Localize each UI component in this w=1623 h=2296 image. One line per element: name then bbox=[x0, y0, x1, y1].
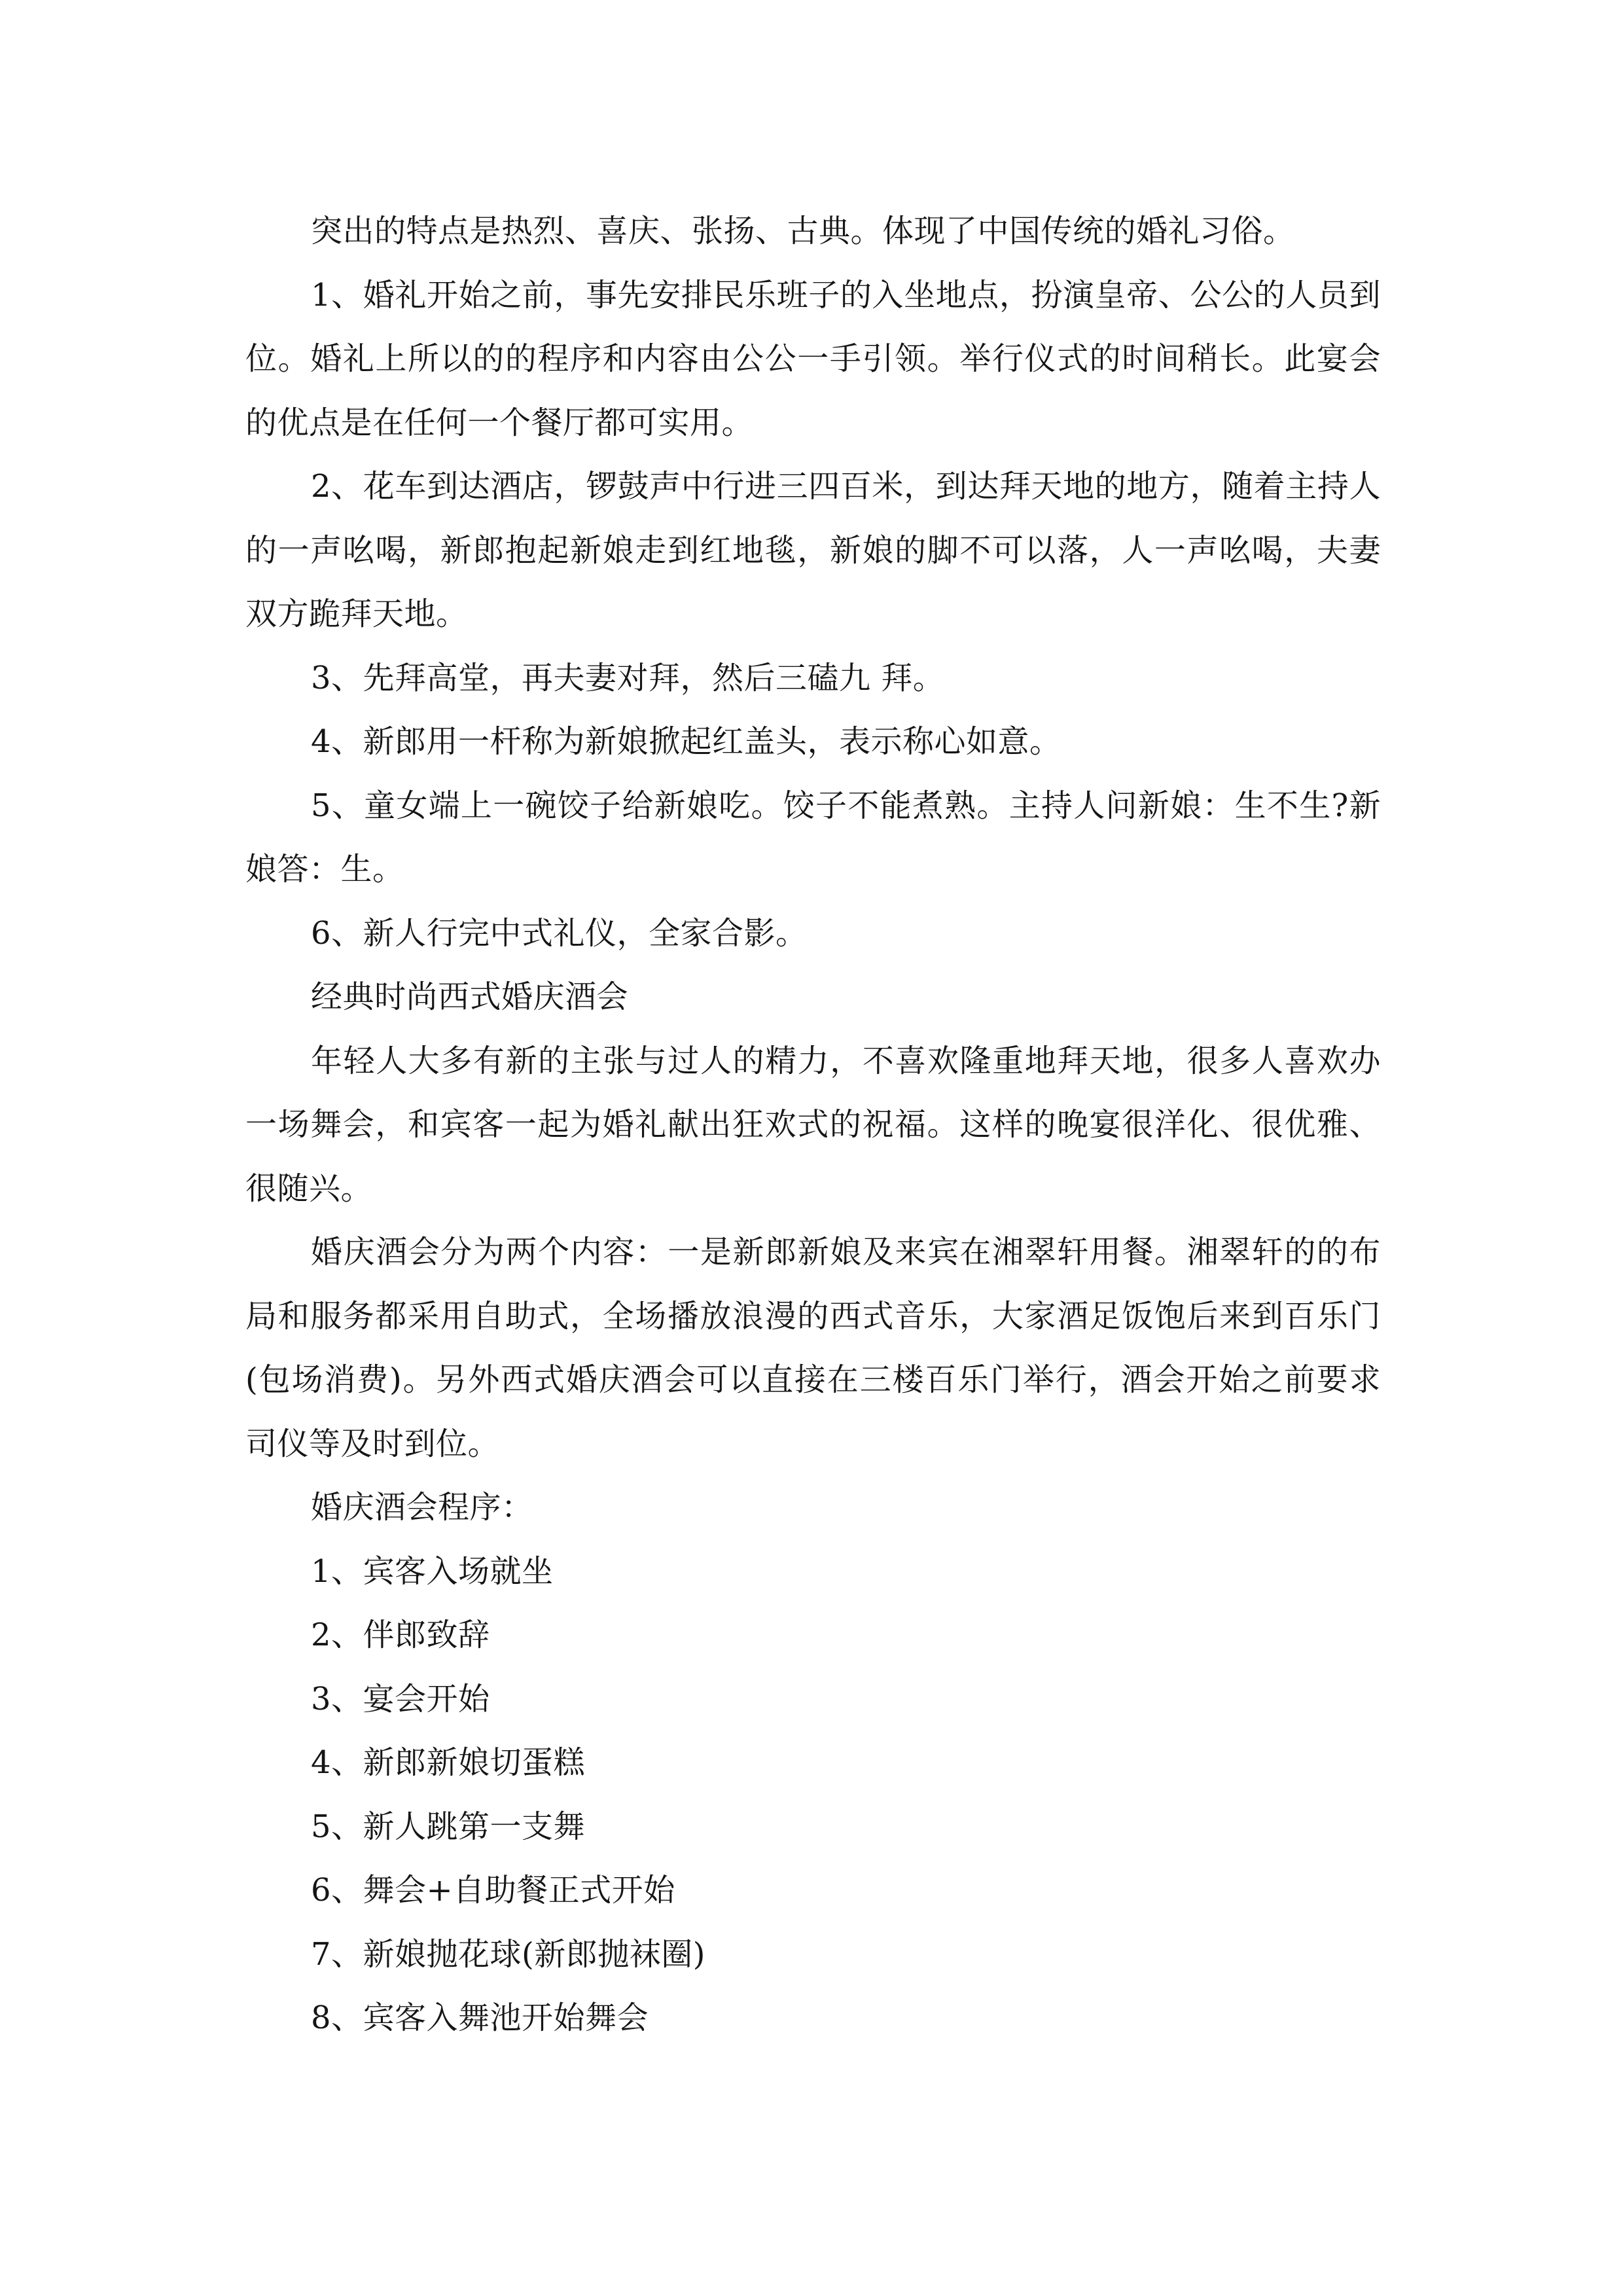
paragraph-step-6: 6、新人行完中式礼仪，全家合影。 bbox=[311, 914, 808, 952]
paragraph-step-2: 2、花车到达酒店，锣鼓声中行进三四百米，到达拜天地的地方，随着主持人的一声吆喝，新郎抱起新娘走到红地毯，新娘的脚不可以落，人一声吆喝，夫妻双方跪拜天地。 bbox=[245, 468, 1381, 632]
paragraph-western-intro: 年轻人大多有新的主张与过人的精力，不喜欢隆重地拜天地，很多人喜欢办一场舞会，和宾客一起为婚礼献出狂欢式的祝福。这样的晚宴很洋化、很优雅、很随兴。 bbox=[245, 1042, 1381, 1207]
program-item-1: 1、宾客入场就坐 bbox=[311, 1552, 554, 1590]
paragraph-step-3: 3、先拜高堂，再夫妻对拜，然后三磕九 拜。 bbox=[311, 659, 945, 696]
paragraph-step-5: 5、童女端上一碗饺子给新娘吃。饺子不能煮熟。主持人问新娘：生不生?新娘答：生。 bbox=[245, 787, 1381, 888]
program-item-6: 6、舞会+自助餐正式开始 bbox=[311, 1872, 675, 1909]
program-item-3: 3、宴会开始 bbox=[311, 1680, 490, 1717]
paragraph-step-1: 1、婚礼开始之前，事先安排民乐班子的入坐地点，扮演皇帝、公公的人员到位。婚礼上所以的的程序和内容由公公一手引领。举行仪式的时间稍长。此宴会的优点是在任何一个餐厅都可实用。 bbox=[245, 276, 1381, 441]
program-item-4: 4、新郎新娘切蛋糕 bbox=[311, 1744, 586, 1781]
section-heading-western: 经典时尚西式婚庆酒会 bbox=[311, 978, 629, 1015]
paragraph-step-4: 4、新郎用一杆称为新娘掀起红盖头，表示称心如意。 bbox=[311, 723, 1061, 760]
program-item-2: 2、伴郎致辞 bbox=[311, 1617, 490, 1653]
paragraph-intro: 突出的特点是热烈、喜庆、张扬、古典。体现了中国传统的婚礼习俗。 bbox=[311, 213, 1295, 249]
program-heading: 婚庆酒会程序： bbox=[311, 1489, 533, 1526]
program-item-8: 8、宾客入舞池开始舞会 bbox=[311, 2000, 649, 2036]
program-item-5: 5、新人跳第一支舞 bbox=[311, 1808, 586, 1845]
program-item-7: 7、新娘抛花球(新郎抛袜圈) bbox=[311, 1935, 705, 1973]
document-body bbox=[245, 200, 1381, 2051]
paragraph-western-details: 婚庆酒会分为两个内容：一是新郎新娘及来宾在湘翠轩用餐。湘翠轩的的布局和服务都采用自助式，全场播放浪漫的西式音乐，大家酒足饭饱后来到百乐门(包场消费)。另外西式婚庆酒会可以直接在三楼百乐门举行，酒会开始之前要求司仪等及时到位。 bbox=[245, 1234, 1381, 1462]
